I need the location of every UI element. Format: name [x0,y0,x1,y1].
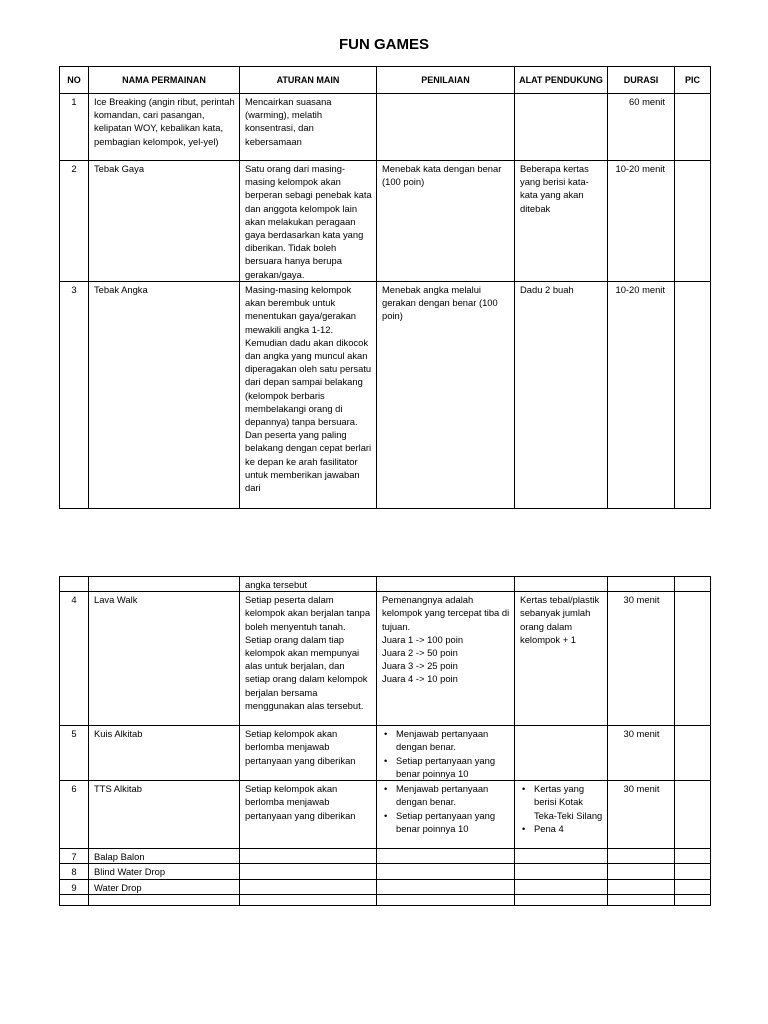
row-durasi: 30 menit [608,592,675,726]
row-pic [675,161,711,282]
header-pic: PIC [675,67,711,94]
row-pic [675,282,711,509]
header-durasi: DURASI [608,67,675,94]
row-no: 9 [60,879,89,894]
row-alat [515,781,608,849]
row-alat: Beberapa kertas yang berisi kata-kata yang akan ditebak [515,161,608,282]
row-no: 4 [60,592,89,726]
table-row [60,282,711,509]
row-penilaian [377,592,515,726]
list-item: • Setiap pertanyaan yang benar poinnya 10 [396,809,510,835]
row-penilaian: Menebak angka melalui gerakan dengan benar (100 poin) [377,282,515,509]
row-durasi: 30 menit [608,726,675,781]
header-aturan: ATURAN MAIN [240,67,377,94]
table-row [60,879,711,894]
row-nama: Tebak Angka [89,282,240,509]
row-aturan: Mencairkan suasana (warming), melatih konsentrasi, dan kebersamaan [240,94,377,161]
row-pic [675,592,711,726]
list-item: • Menjawab pertanyaan dengan benar. [396,782,510,808]
row-nama: Water Drop [89,879,240,894]
row-no: 2 [60,161,89,282]
penilaian-line: Juara 1 -> 100 poin [382,633,464,645]
row-nama: Balap Balon [89,849,240,864]
row-aturan: Setiap kelompok akan berlomba menjawab pertanyaan yang diberikan [240,781,377,849]
row-no: 5 [60,726,89,781]
row-durasi: 10-20 menit [608,161,675,282]
row-penilaian: Menebak kata dengan benar (100 poin) [377,161,515,282]
table-row [60,726,711,781]
header-row [60,67,711,94]
penilaian-intro: Pemenangnya adalah kelompok yang tercepat tiba di tujuan. [382,594,510,632]
row-aturan: angka tersebut [240,577,377,592]
table-row [60,781,711,849]
row-durasi: 10-20 menit [608,282,675,509]
row-durasi: 30 menit [608,781,675,849]
row-penilaian [377,726,515,781]
row-no: 8 [60,864,89,879]
row-nama: TTS Alkitab [89,781,240,849]
row-alat [515,94,608,161]
penilaian-list [382,727,510,780]
row-penilaian [377,94,515,161]
games-table-part-2 [59,576,711,906]
row-alat [515,577,608,592]
header-alat: ALAT PENDUKUNG [515,67,608,94]
alat-list [520,782,603,835]
row-no: 1 [60,94,89,161]
page-title: FUN GAMES [339,36,429,53]
row-nama: Ice Breaking (angin ribut, perintah komandan, cari pasangan, kelipatan WOY, kebalikan kata, pembagian kelompok, yel-yel) [89,94,240,161]
row-alat: Kertas tebal/plastik sebanyak jumlah orang dalam kelompok + 1 [515,592,608,726]
row-alat: Dadu 2 buah [515,282,608,509]
list-item: • Kertas yang berisi Kotak Teka-Teki Silang [534,782,603,822]
table-row [60,864,711,879]
row-durasi: 60 menit [608,94,675,161]
row-penilaian [377,577,515,592]
continuation-row [60,577,711,592]
row-no: 7 [60,849,89,864]
list-item: • Setiap pertanyaan yang benar poinnya 10 [396,754,510,780]
table-row [60,849,711,864]
row-aturan: Satu orang dari masing-masing kelompok akan berperan sebagi penebak kata dan anggota kelompok lain akan melakukan peragaan gaya berdasarkan kata yang diberikan. Tidak boleh bersuara hanya berupa gerakan/gaya. [240,161,377,282]
penilaian-line: Juara 2 -> 50 poin [382,647,458,659]
header-nama: NAMA PERMAINAN [89,67,240,94]
row-aturan: Setiap kelompok akan berlomba menjawab pertanyaan yang diberikan [240,726,377,781]
row-pic [675,781,711,849]
games-table-part-1 [59,66,711,509]
row-pic [675,577,711,592]
list-item: • Pena 4 [534,822,603,835]
row-nama [89,577,240,592]
penilaian-line: Juara 4 -> 10 poin [382,673,458,685]
row-penilaian [377,781,515,849]
table-row [60,94,711,161]
header-no: NO [60,67,89,94]
row-no [60,577,89,592]
row-nama: Tebak Gaya [89,161,240,282]
table-row [60,592,711,726]
row-pic [675,726,711,781]
list-item: • Menjawab pertanyaan dengan benar. [396,727,510,753]
row-durasi [608,577,675,592]
row-pic [675,94,711,161]
table-row [60,161,711,282]
row-no: 6 [60,781,89,849]
row-no: 3 [60,282,89,509]
row-nama: Lava Walk [89,592,240,726]
penilaian-line: Juara 3 -> 25 poin [382,660,458,672]
row-aturan: Setiap peserta dalam kelompok akan berjalan tanpa boleh menyentuh tanah. Setiap orang dalam tiap kelompok akan mempunyai alas untuk berjalan, dan setiap orang dalam kelompok berjalan bersama menggunakan alas tersebut. [240,592,377,726]
row-aturan: Masing-masing kelompok akan berembuk untuk menentukan gaya/gerakan mewakili angka 1-12. Kemudian dadu akan dikocok dan angka yang muncul akan diperagakan oleh satu persatu dari depan sampai belakang (kelompok berbaris membelakangi orang di depannya) tanpa bersuara. Dan peserta yang paling belakang dengan cepat berlari ke depan ke arah fasilitator untuk memberikan jawaban dari [240,282,377,509]
row-nama: Kuis Alkitab [89,726,240,781]
row-alat [515,726,608,781]
penilaian-list [382,782,510,835]
table-row [60,894,711,905]
row-nama: Blind Water Drop [89,864,240,879]
header-penilaian: PENILAIAN [377,67,515,94]
